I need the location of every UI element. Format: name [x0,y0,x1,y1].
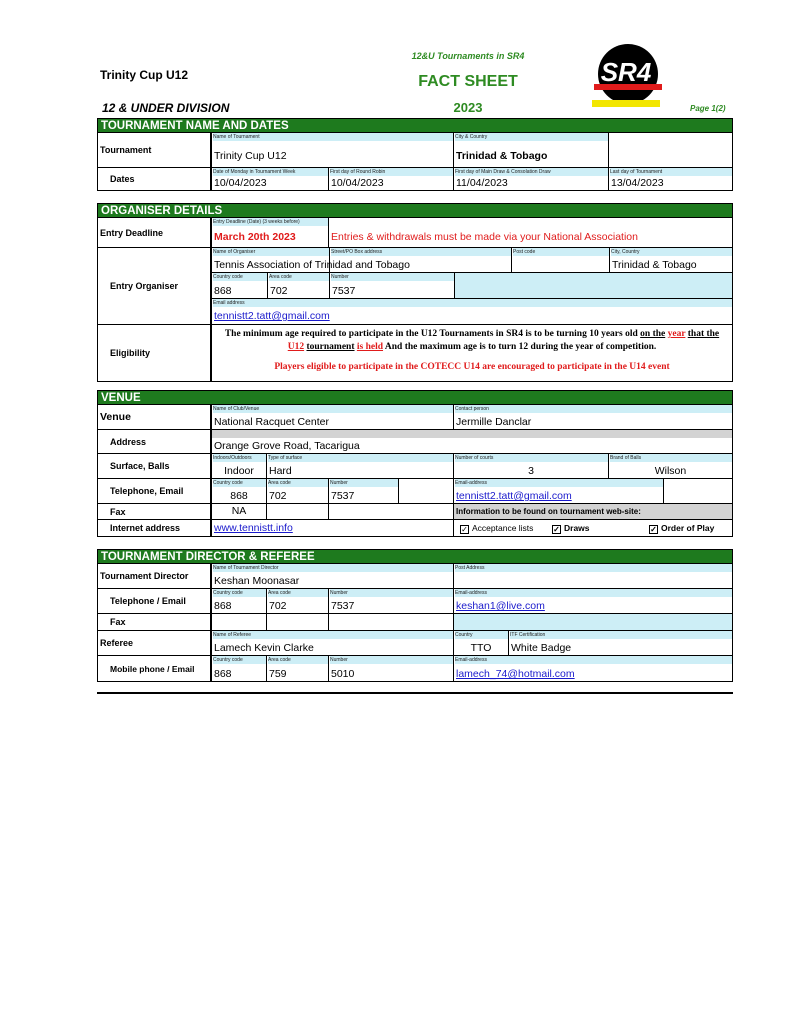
tournament-section [97,118,733,191]
fax-area-cell [266,504,328,519]
internet-label: Internet address [98,520,211,536]
caption: Type of surface [268,454,453,462]
main-draw-date: 11/04/2023 [456,177,508,189]
draws-checkbox[interactable]: ✓ [553,525,560,534]
org-area: 702 [270,285,288,297]
page-number: Page 1(2) [690,104,726,113]
caption: Name of Club/Venue [213,405,453,413]
eligibility-u12: U12 [287,342,305,352]
empty-cell [608,133,732,167]
eligibility-on-the: on the [640,329,666,339]
indoor-cell [211,454,266,478]
entry-organiser-label: Entry Organiser [98,248,211,324]
eligibility-that-the: that the [687,329,720,339]
eligibility-max-age: And the maximum age is to turn 12 during the year of competition. [384,342,657,352]
post-address-cell [453,564,732,588]
td-number: 7537 [331,600,355,612]
website-cell [211,520,453,536]
eligibility-is-held: is held [356,342,384,352]
caption: Country code [213,479,266,487]
organiser-name-block [211,248,732,273]
order-checkbox[interactable]: ✓ [650,525,657,534]
deadline-label: Entry Deadline [98,218,211,247]
td-fax-blank [453,614,732,630]
fact-sheet-title: FACT SHEET [418,73,518,90]
ref-email-cell [453,656,732,681]
address-value: Orange Grove Road, Tacarigua [214,440,360,452]
td-email-cell [453,589,732,613]
td-cc-cell [211,589,266,613]
tournaments-line: 12&U Tournaments in SR4 [411,51,525,61]
caption: Name of Tournament [213,133,453,141]
td-row [98,564,732,589]
org-city-cell [609,248,732,272]
post-code-cell [511,248,609,272]
td-fax-row [98,614,732,631]
internet-row [98,520,732,536]
organiser-name: Tennis Association of Trinidad and Tobago [214,259,410,271]
ref-country: TTO [470,642,492,654]
td-fax-number [328,614,453,630]
last-day-cell [608,168,732,190]
acceptance-check[interactable] [460,523,533,534]
year-title: 2023 [453,100,483,115]
eligibility-row [98,325,732,381]
eligibility-text [211,325,732,381]
tournament-label: Tournament [98,133,211,167]
venue-label: Venue [98,405,211,429]
caption: City & Country [455,133,608,141]
tournament-name: Trinity Cup U12 [214,150,287,162]
td-number-cell [328,589,453,613]
td-email-link[interactable]: keshan1@live.com [456,600,545,612]
monday-date: 10/04/2023 [214,177,267,189]
td-label: Tournament Director [98,564,211,588]
city-country-cell [453,133,608,167]
web-checks-cell [453,520,732,536]
mobile-row [98,656,732,681]
ref-country-cell [453,631,508,655]
caption: City, Country [611,248,732,256]
td-tel-label: Telephone / Email [98,589,211,613]
monday-cell [211,168,328,190]
org-email-cell [211,299,732,324]
caption: Country code [213,656,266,664]
deadline-row [98,218,732,248]
td-area-cell [266,589,328,613]
eligibility-tournament: tournament [306,342,355,352]
dates-label: Dates [98,168,211,190]
organiser-section-heading: ORGANISER DETAILS [98,204,732,218]
caption: ITF Certification [510,631,732,639]
address-cell [211,430,732,453]
referee-row [98,631,732,656]
deadline-note: Entries & withdrawals must be made via your National Association [331,231,638,243]
address-row [98,430,732,454]
division-title: 12 & UNDER DIVISION [102,101,230,115]
acceptance-checkbox[interactable]: ✓ [461,525,468,534]
caption: First day of Round Robin [330,168,453,176]
caption: Name of Organiser [213,248,329,256]
caption: Brand of Balls [610,454,732,462]
org-area-cell [267,273,329,298]
caption: Last day of Tournament [610,168,732,176]
venue-number: 7537 [331,490,355,502]
venue-email-cell [453,479,663,503]
eligibility-note: Players eligible to participate in the COTECC U14 are encouraged to participate in the U14 event [274,362,670,372]
caption: Name of Referee [213,631,453,639]
ref-area-cell [266,656,328,681]
caption: Number [330,479,398,487]
venue-email-link[interactable]: tennistt2.tatt@gmail.com [456,490,572,502]
ref-number-cell [328,656,453,681]
org-number: 7537 [332,285,356,297]
draws-label: Draws [564,523,590,533]
eligibility-year: year [667,329,686,339]
td-fax-cc [211,614,266,630]
organiser-section [97,203,733,382]
ref-number: 5010 [331,668,355,680]
venue-tel-row [98,479,732,504]
caption: Post code [513,248,609,256]
caption: Area code [269,273,329,281]
fax-number-cell [328,504,453,519]
street-cell [329,248,511,272]
director-section-heading: TOURNAMENT DIRECTOR & REFEREE [98,550,732,564]
balls-value: Wilson [654,465,687,477]
venue-fax-cell [211,504,266,519]
tournament-name-cell [211,133,453,167]
order-check[interactable] [649,523,714,534]
venue-section [97,390,733,537]
main-draw-cell [453,168,608,190]
acceptance-label: Acceptance lists [472,523,534,533]
organiser-phone-block [211,273,732,299]
caption: Area code [268,656,328,664]
caption: Country code [213,589,266,597]
ref-area: 759 [269,668,287,680]
caption: Area code [268,479,328,487]
caption: Name of Tournament Director [213,564,453,572]
draws-check[interactable] [552,523,590,534]
td-country-code: 868 [214,600,232,612]
venue-cc-cell [211,479,266,503]
caption: Area code [268,589,328,597]
courts-cell [453,454,608,478]
td-area: 702 [269,600,287,612]
ref-country-code: 868 [214,668,232,680]
contact-person: Jermille Danclar [456,416,532,428]
surface-row [98,454,732,479]
venue-fax-value: NA [231,505,247,517]
itf-certification: White Badge [511,642,572,654]
city-country: Trinidad & Tobago [456,150,548,162]
dates-row [98,168,732,190]
surface-label: Surface, Balls [98,454,211,478]
org-city: Trinidad & Tobago [612,259,697,271]
caption: Email-address [455,656,732,664]
entry-organiser-row [98,248,732,325]
td-name: Keshan Moonasar [214,575,300,587]
caption: First day of Main Draw & Consolation Draw [455,168,608,176]
caption: Email address [213,299,732,307]
org-email-link[interactable]: tennistt2.tatt@gmail.com [214,310,330,322]
venue-country-code: 868 [230,490,248,502]
contact-cell [453,405,732,429]
ref-email-link[interactable]: lamech_74@hotmail.com [456,668,575,680]
caption: Number [330,589,453,597]
venue-email-extra [663,479,732,503]
caption: Number of courts [455,454,608,462]
org-number-cell [329,273,454,298]
td-fax-label: Fax [98,614,211,630]
caption: Street/PO Box address [331,248,511,256]
club-name: National Racquet Center [214,416,329,428]
sr4-logo [590,42,662,110]
td-fax-area [266,614,328,630]
venue-section-heading: VENUE [98,391,732,405]
referee-name: Lamech Kevin Clarke [214,642,314,654]
td-cell [211,564,453,588]
caption: Contact person [455,405,732,413]
director-section [97,549,733,682]
caption: Country [455,631,508,639]
caption: Number [331,273,454,281]
address-caption-bar [212,430,732,438]
org-country-code: 868 [214,285,232,297]
venue-row [98,405,732,430]
surface-value: Hard [269,465,292,477]
order-label: Order of Play [661,523,715,533]
org-country-code-cell [212,273,267,298]
tournament-row [98,133,732,168]
caption: Indoors/Outdoors [213,454,266,462]
venue-area: 702 [269,490,287,502]
venue-number-cell [328,479,398,503]
venue-blank-cell [398,479,453,503]
eligibility-line: The minimum age required to participate in the U12 Tournaments in SR4 is to be turning 10 years old [224,329,638,339]
logo-text: SR4 [600,57,652,87]
mobile-label: Mobile phone / Email [98,656,211,681]
org-blank-cell [454,273,732,298]
caption: Date of Monday in Tournament Week [213,168,328,176]
caption: Number [330,656,453,664]
deadline-cell [211,218,328,247]
deadline-note-cell [328,218,732,247]
eligibility-label: Eligibility [98,325,211,381]
venue-area-cell [266,479,328,503]
itf-cell [508,631,732,655]
club-cell [211,405,453,429]
round-robin-cell [328,168,453,190]
web-info-cell [453,504,732,519]
referee-cell [211,631,453,655]
caption: Email-address [455,589,732,597]
website-link[interactable]: www.tennistt.info [214,522,293,534]
caption: Email-address [455,479,663,487]
round-robin-date: 10/04/2023 [331,177,384,189]
ref-cc-cell [211,656,266,681]
venue-fax-label: Fax [98,504,211,519]
web-info-text: Information to be found on tournament web-site: [456,507,641,516]
surface-cell [266,454,453,478]
courts-value: 3 [528,465,534,477]
deadline-date: March 20th 2023 [214,231,296,243]
venue-tel-label: Telephone, Email [98,479,211,503]
event-title: Trinity Cup U12 [100,68,189,82]
venue-fax-row [98,504,732,520]
caption: Post Address [455,564,732,572]
address-label: Address [98,430,211,453]
indoor-value: Indoor [224,465,254,477]
last-day-date: 13/04/2023 [611,177,664,189]
caption: Entry Deadline (Date) (3 weeks before) [213,218,328,226]
td-tel-row [98,589,732,614]
referee-label: Referee [98,631,211,655]
tournament-section-heading: TOURNAMENT NAME AND DATES [98,119,732,133]
caption: Country code [213,273,267,281]
bottom-rule [97,692,733,694]
balls-cell [608,454,732,478]
